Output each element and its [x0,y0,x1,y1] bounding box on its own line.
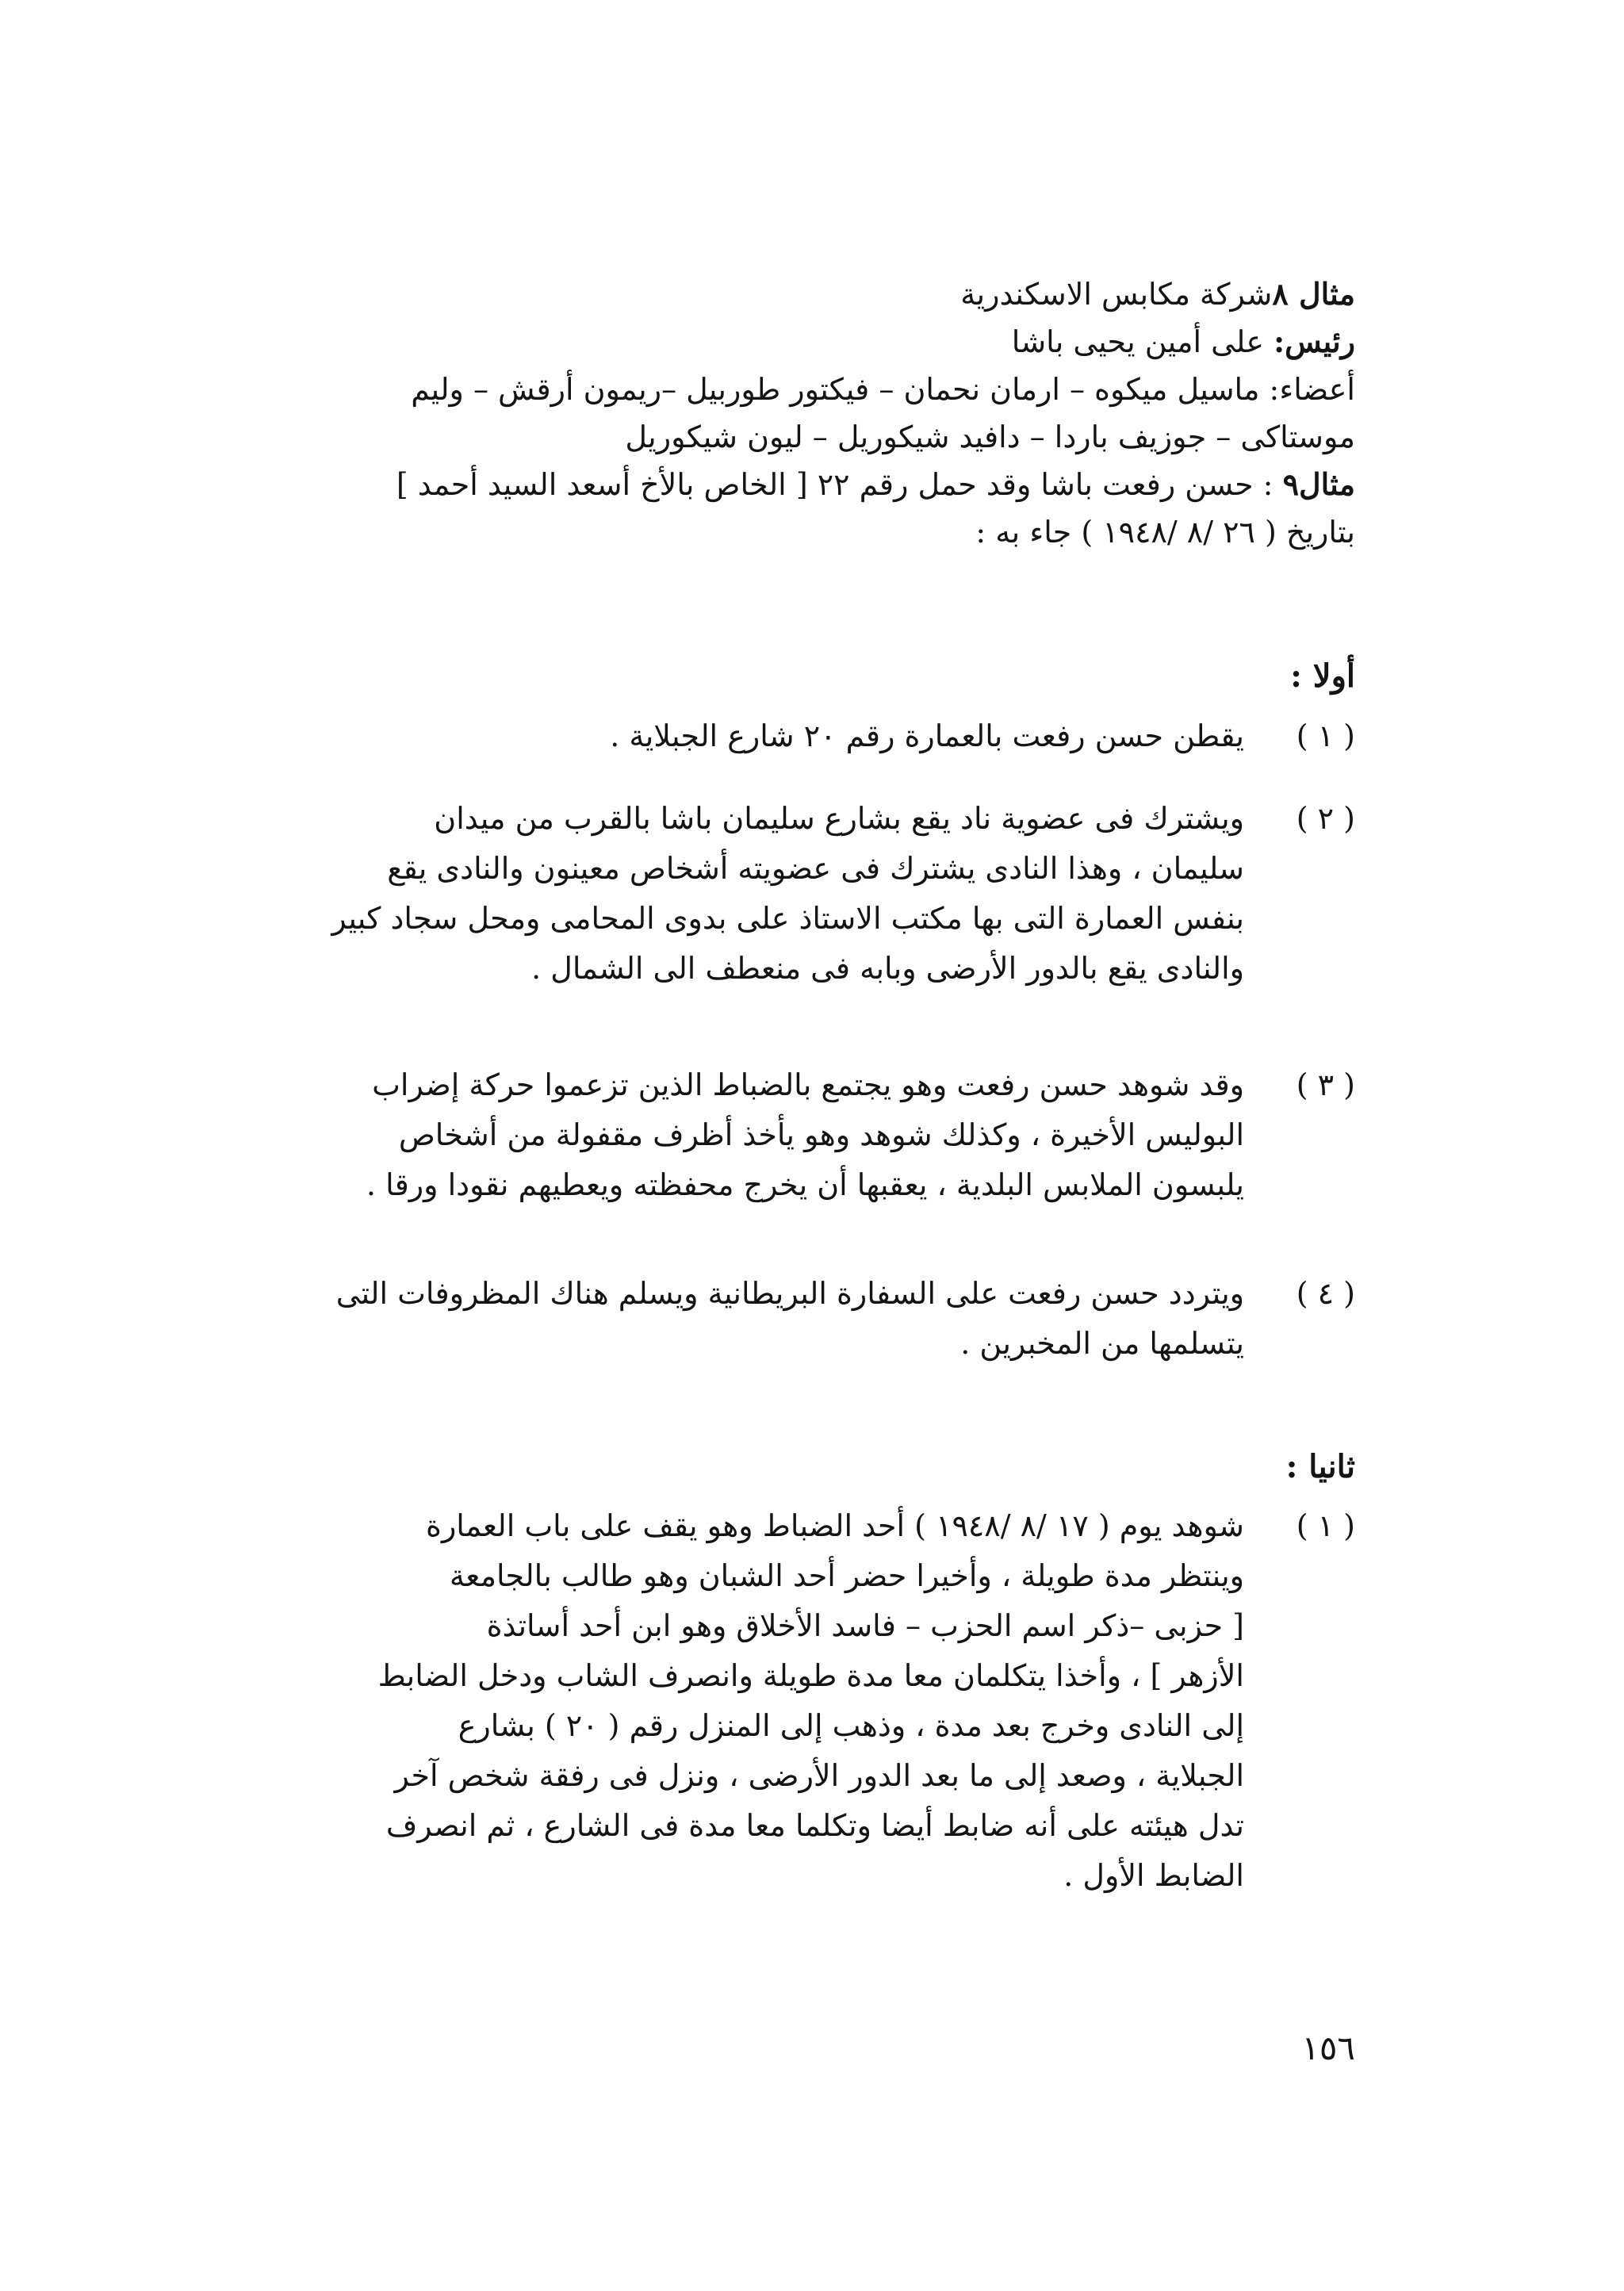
header-line [245,270,1355,318]
header-text: شركة مكابس الاسكندرية [960,277,1273,312]
item-line: [ حزبى –ذكر اسم الحزب – فاسد الأخلاق وهو ابن أحد أساتذة [486,1608,1244,1643]
list-item [245,1269,1355,1369]
item-line: وقد شوهد حسن رفعت وهو يجتمع بالضباط الذين تزعموا حركة إضراب [372,1067,1244,1102]
item-body [245,794,1244,994]
item-number: ( ٣ ) [1296,1067,1355,1102]
header-line [245,413,1355,461]
item-line: يتسلمها من المخبرين . [960,1326,1244,1361]
item-number: ( ١ ) [1296,718,1355,753]
header-line [245,318,1355,366]
item-body [245,1501,1244,1901]
item-line: وينتظر مدة طويلة ، وأخيرا حضر أحد الشبان وهو طالب بالجامعة [449,1558,1244,1593]
header-block [245,270,1355,556]
header-line [245,366,1355,413]
header-line [245,461,1355,508]
header-line [245,508,1355,556]
item-number: ( ١ ) [1296,1508,1355,1543]
item-line: إلى النادى وخرج بعد مدة ، وذهب إلى المنزل رقم ( ٢٠ ) بشارع [458,1708,1244,1743]
item-line: والنادى يقع بالدور الأرضى وبابه فى منعطف الى الشمال . [531,951,1244,986]
list-item [245,1060,1355,1210]
header-text: على أمين يحيى باشا [1011,324,1274,359]
example-label: مثال٩ [1282,466,1355,502]
item-number: ( ٢ ) [1296,801,1355,836]
section-heading-text: ثانيا : [1285,1448,1355,1485]
item-line: سليمان ، وهذا النادى يشترك فى عضويته أشخاص معينون والنادى يقع [387,851,1244,886]
item-body [245,1060,1244,1210]
item-line: ويتردد حسن رفعت على السفارة البريطانية ويسلم هناك المظروفات التى [335,1276,1244,1311]
example-label: مثال ٨ [1272,276,1355,312]
section-heading [245,1443,1355,1491]
item-line: بنفس العمارة التى بها مكتب الاستاذ على بدوى المحامى ومحل سجاد كبير [331,901,1244,936]
item-line: تدل هيئته على أنه ضابط أيضا وتكلما معا مدة فى الشارع ، ثم انصرف [385,1808,1244,1843]
item-line: الأزهر ] ، وأخذا يتكلمان معا مدة طويلة وانصرف الشاب ودخل الضابط [377,1658,1244,1693]
header-text: بتاريخ ( ٢٦ /٨ /١٩٤٨ ) جاء به : [975,515,1355,550]
item-line: الضابط الأول . [1063,1858,1244,1893]
header-text: موستاكى – جوزيف باردا – دافيد شيكوريل – ليون شيكوريل [625,420,1355,454]
item-line: الجبلاية ، وصعد إلى ما بعد الدور الأرضى ، ونزل فى رفقة شخص آخر [394,1758,1244,1793]
item-body [245,1269,1244,1369]
item-line: يلبسون الملابس البلدية ، يعقبها أن يخرج محفظته ويعطيهم نقودا ورقا . [366,1167,1244,1202]
list-item [245,711,1355,761]
list-item [245,794,1355,994]
item-line: البوليس الأخيرة ، وكذلك شوهد وهو يأخذ أظرف مقفولة من أشخاص [398,1117,1244,1152]
item-number: ( ٤ ) [1296,1276,1355,1311]
section-heading-text: أولا : [1290,657,1355,695]
item-body [245,711,1244,761]
section-heading [245,653,1355,700]
item-line: ويشترك فى عضوية ناد يقع بشارع سليمان باشا بالقرب من ميدان [434,801,1244,836]
header-text: : حسن رفعت باشا وقد حمل رقم ٢٢ [ الخاص بالأخ أسعد السيد أحمد ] [396,467,1283,502]
list-item [245,1501,1355,1901]
president-label: رئيس: [1274,324,1355,359]
header-text: أعضاء: ماسيل ميكوه – ارمان نحمان – فيكتور طوربيل –ريمون أرقش – وليم [411,372,1355,407]
item-line: يقطن حسن رفعت بالعمارة رقم ٢٠ شارع الجبلاية . [610,718,1244,753]
item-line: شوهد يوم ( ١٧ /٨ /١٩٤٨ ) أحد الضباط وهو يقف على باب العمارة [426,1508,1244,1543]
page-number: ١٥٦ [1301,2029,1355,2067]
